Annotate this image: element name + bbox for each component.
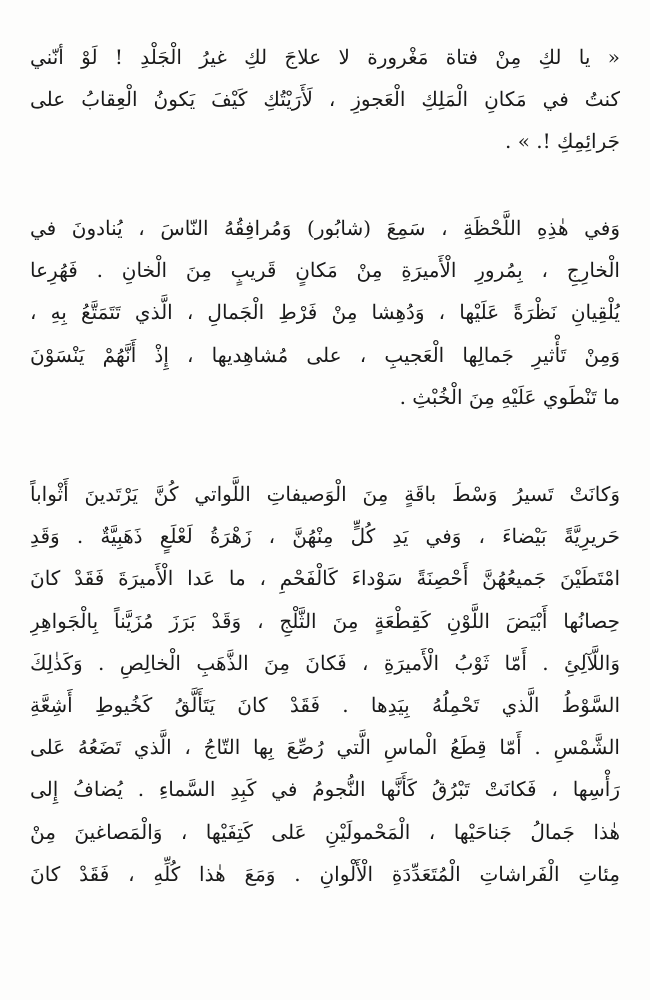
text-line: حَريرِيَّةً بَيْضاءَ ، وَفي يَدِ كُلٍّ مِنْهُنَّ ، زَهْرَةُ لَعْلَعٍ ذَهَبِيَّةٌ . وَقَدِ [30, 524, 620, 549]
text-line: الْخارِجِ ، بِمُرورِ الْأَميرَةِ مِنْ مَكانٍ قَريبٍ مِنَ الْخانِ . فَهُرِعا [30, 258, 620, 283]
text-line: جَرائِمِكِ !. » . [505, 129, 620, 154]
text-line: يُلْقِيانِ نَظْرَةً عَلَيْها ، وَدُهِشا مِنْ فَرْطِ الْجَمالِ ، الَّذي تَتَمَتَّعُ بِهِ ، [30, 300, 620, 325]
text-line: وَمِنْ تَأْثيرِ جَمالِها الْعَجيبِ ، على مُشاهِديها ، إِذْ أَنَّهُمْ يَنْسَوْنَ [30, 342, 620, 367]
text-line: الشَّمْسِ . أَمّا قِطَعُ الْماسِ الَّتي رُصِّعَ بِها التّاجُ ، الَّذي تَضَعُهُ عَلى [30, 735, 620, 760]
text-line: امْتَطَيْنَ جَميعُهُنَّ أَحْصِنَةً سَوْداءَ كَالْفَحْمِ ، ما عَدا الْأَميرَةَ فَقَدْ كانَ [30, 566, 620, 591]
text-line: السَّوْطُ الَّذي تَحْمِلُهُ بِيَدِها . فَقَدْ كانَ يَتَأَلَّقُ كَخُيوطِ أَشِعَّةِ [30, 693, 620, 718]
text-line: وَفي هٰذِهِ اللَّحْظَةِ ، سَمِعَ (شابُور) وَمُرافِقُهُ النّاسَ ، يُنادونَ في [30, 216, 620, 240]
paragraph-3 [30, 473, 620, 895]
paragraph-1 [30, 36, 620, 163]
text-line: رَأْسِها ، فَكانَتْ تَبْرُقُ كَأَنَّها النُّجومُ في كَبِدِ السَّماءِ . يُضافُ إِلى [30, 777, 620, 802]
paragraph-2 [30, 207, 620, 418]
text-line: هٰذا جَمالُ جَناحَيْها ، الْمَحْمولَيْنِ عَلى كَتِفَيْها ، وَالْمَصاغينَ مِنْ [30, 819, 620, 844]
text-line: ما تَنْطَوي عَلَيْهِ مِنَ الْخُبْثِ . [399, 384, 620, 409]
text-line: وَكانَتْ تَسيرُ وَسْطَ باقَةٍ مِنَ الْوَصيفاتِ اللَّواتي كُنَّ يَرْتَدينَ أَثْواباً [30, 482, 620, 506]
text-line: وَاللَّآلِئِ . أَمّا ثَوْبُ الْأَميرَةِ ، فَكانَ مِنَ الذَّهَبِ الْخالِصِ . وَكَذٰلِكَ [30, 650, 620, 675]
text-line: حِصانُها أَبْيَضَ اللَّوْنِ كَقِطْعَةٍ مِنَ الثَّلْجِ ، وَقَدْ بَرَزَ مُزَيَّناً بِالْجَواهِرِ [30, 608, 620, 633]
text-line: مِئاتِ الْفَراشاتِ الْمُتَعَدِّدَةِ الْأَلْوانِ . وَمَعَ هٰذا كُلِّهِ ، فَقَدْ كانَ [30, 861, 620, 886]
text-line: كنتُ في مَكانِ الْمَلِكِ الْعَجوزِ ، لَأَرَيْتُكِ كَيْفَ يَكونُ الْعِقابُ على [30, 87, 620, 112]
text-line: « يا لكِ مِنْ فتاة مَغْرورة لا علاجَ لكِ غيرُ الْجَلْدِ ! لَوْ أنّني [30, 45, 620, 69]
